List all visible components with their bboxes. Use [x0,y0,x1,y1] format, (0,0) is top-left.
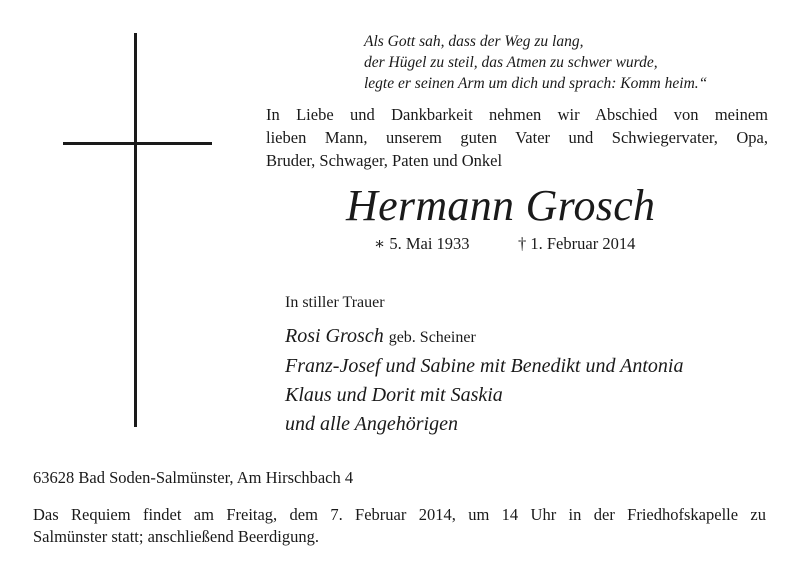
requiem-line: Salmünster statt; anschließend Beerdigung. [33,527,319,546]
requiem-info [33,504,766,548]
mourners-list [285,322,683,439]
mourner-line: Klaus und Dorit mit Saskia [285,384,503,406]
family-address: 63628 Bad Soden-Salmünster, Am Hirschbach 4 [33,468,354,487]
cross-vertical-bar [134,33,137,427]
poem-quote [364,31,784,94]
intro-line: In Liebe und Dankbarkeit nehmen wir Abschied von meinem [266,105,768,124]
poem-line: legte er seinen Arm um dich und sprach: Komm heim.“ [364,75,708,92]
mourner-line: Franz-Josef und Sabine mit Benedikt und Antonia [285,355,684,377]
mourner-widow [285,322,683,352]
poem-line: der Hügel zu steil, das Atmen zu schwer wurde, [364,54,658,71]
intro-line: lieben Mann, unserem guten Vater und Schwiegervater, Opa, [266,128,768,147]
intro-line: Bruder, Schwager, Paten und Onkel [266,151,503,170]
death-date: † 1. Februar 2014 [518,234,636,253]
birth-date: ∗ 5. Mai 1933 [374,234,470,253]
widow-maiden-name: geb. Scheiner [388,329,476,346]
deceased-name: Hermann Grosch [346,181,656,230]
mourning-label: In stiller Trauer [285,294,385,311]
widow-name: Rosi Grosch [285,325,384,347]
farewell-intro [266,103,768,172]
mourner-line: und alle Angehörigen [285,413,458,435]
poem-line: Als Gott sah, dass der Weg zu lang, [364,33,584,50]
requiem-line: Das Requiem findet am Freitag, dem 7. Februar 2014, um 14 Uhr in der Friedhofskapelle zu [33,505,766,524]
cross-horizontal-bar [63,142,212,145]
